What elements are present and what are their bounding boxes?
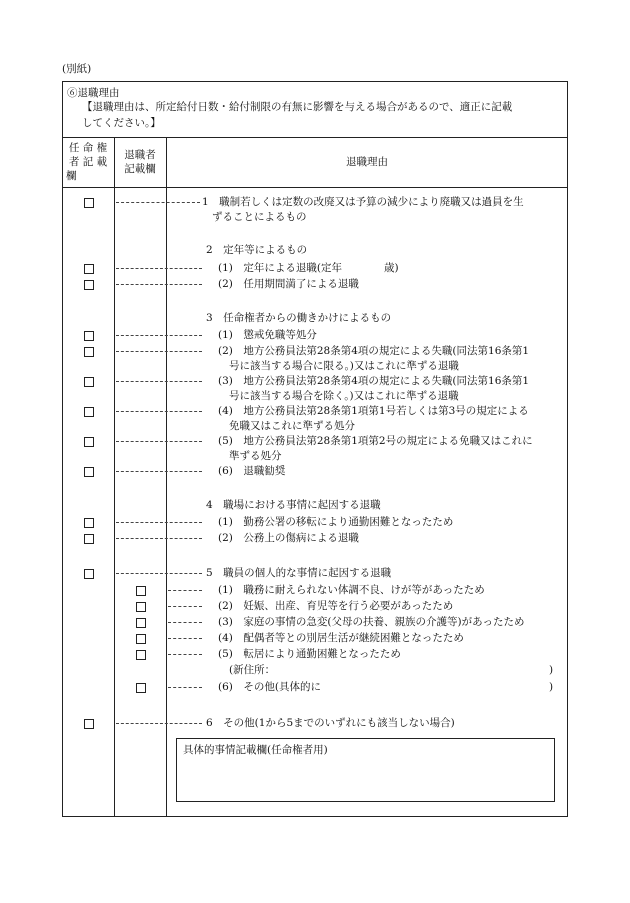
leader-line — [116, 381, 202, 382]
reason-5-6-checkbox[interactable] — [136, 683, 146, 693]
reason-5-1-text: (1) 職務に耐えられない体調不良、けが等があったため — [218, 584, 485, 596]
reason-3-4-text-line1: (4) 地方公務員法第28条第1項第1号若しくは第3号の規定による — [218, 405, 529, 417]
reason-5-checkbox[interactable] — [84, 569, 94, 579]
col1-header-line3: 欄 — [66, 170, 77, 182]
detail-box-label: 具体的事情記載欄(任命権者用) — [183, 744, 328, 756]
reason-4-heading: 4 職場における事情に起因する退職 — [206, 499, 381, 511]
leader-line — [116, 723, 202, 724]
reason-3-2-text-line1: (2) 地方公務員法第28条第4項の規定による失職(同法第16条第1 — [218, 345, 530, 357]
leader-line — [116, 441, 202, 442]
header-bottom-rule — [62, 187, 568, 188]
reason-5-6-text: (6) その他(具体的に — [218, 681, 321, 693]
reason-3-3-checkbox[interactable] — [84, 377, 94, 387]
form-frame — [62, 81, 568, 817]
reason-2-1-checkbox[interactable] — [84, 264, 94, 274]
leader-line — [116, 284, 202, 285]
reason-3-6-checkbox[interactable] — [84, 467, 94, 477]
reason-5-4-text: (4) 配偶者等との別居生活が継続困難となったため — [218, 632, 464, 644]
leader-line — [168, 590, 202, 591]
reason-5-2-checkbox[interactable] — [136, 602, 146, 612]
reason-5-2-text: (2) 妊娠、出産、育児等を行う必要があったため — [218, 600, 454, 612]
reason-6-checkbox[interactable] — [84, 719, 94, 729]
header-top-rule — [62, 137, 568, 138]
reason-5-6-close-paren: ) — [549, 681, 554, 693]
leader-line — [168, 687, 202, 688]
leader-line — [168, 606, 202, 607]
reason-5-3-text: (3) 家庭の事情の急変(父母の扶養、親族の介護等)があったため — [218, 616, 525, 628]
new-address-field[interactable] — [290, 660, 548, 676]
leader-line — [116, 522, 202, 523]
leader-line — [168, 622, 202, 623]
reason-5-heading: 5 職員の個人的な事情に起因する退職 — [206, 567, 392, 579]
other-reason-field[interactable] — [340, 677, 548, 693]
col1-header-line1: 任 命 権 — [68, 142, 108, 154]
reason-3-6-text: (6) 退職勧奨 — [218, 465, 286, 477]
reason-3-1-checkbox[interactable] — [84, 331, 94, 341]
reason-5-4-checkbox[interactable] — [136, 634, 146, 644]
reason-3-5-checkbox[interactable] — [84, 437, 94, 447]
reason-1-text-line2: ずることによるもの — [212, 211, 307, 223]
reason-2-1-text: (1) 定年による退職(定年 歳) — [218, 262, 399, 274]
col2-header-line1: 退職者 — [124, 149, 156, 161]
reason-5-5-text: (5) 転居により通勤困難となったため — [218, 648, 401, 660]
col1-header — [62, 141, 114, 183]
leader-line — [116, 573, 202, 574]
reason-2-2-text: (2) 任用期間満了による退職 — [218, 278, 359, 290]
reason-3-3-text-line1: (3) 地方公務員法第28条第4項の規定による失職(同法第16条第1 — [218, 375, 530, 387]
reason-3-2-checkbox[interactable] — [84, 347, 94, 357]
reason-3-heading: 3 任命権者からの働きかけによるもの — [206, 312, 392, 324]
leader-line — [168, 638, 202, 639]
new-address-label: (新住所： — [229, 664, 276, 676]
leader-line — [116, 202, 200, 203]
leader-line — [116, 471, 202, 472]
leader-line — [116, 351, 202, 352]
leader-line — [116, 268, 202, 269]
reason-5-3-checkbox[interactable] — [136, 618, 146, 628]
reason-3-4-checkbox[interactable] — [84, 407, 94, 417]
attachment-label: (別紙) — [62, 63, 92, 75]
leader-line — [168, 654, 202, 655]
col2-header — [114, 148, 166, 176]
reason-5-5-checkbox[interactable] — [136, 650, 146, 660]
reason-3-4-text-line2: 免職又はこれに準ずる処分 — [229, 420, 355, 432]
reason-3-3-text-line2: 号に該当する場合を除く。)又はこれに準ずる退職 — [229, 390, 459, 402]
reason-4-2-checkbox[interactable] — [84, 534, 94, 544]
new-address-close-paren: ) — [549, 664, 554, 676]
reason-4-1-text: (1) 勤務公署の移転により通勤困難となったため — [218, 516, 454, 528]
reason-3-1-text: (1) 懲戒免職等処分 — [218, 329, 317, 341]
reason-2-2-checkbox[interactable] — [84, 280, 94, 290]
reason-6-text: 6 その他(1から5までのいずれにも該当しない場合) — [206, 717, 455, 729]
column-divider-1 — [114, 137, 115, 817]
reason-3-5-text-line2: 準ずる処分 — [229, 450, 282, 462]
reason-4-1-checkbox[interactable] — [84, 518, 94, 528]
leader-line — [116, 335, 202, 336]
reason-1-checkbox[interactable] — [84, 198, 94, 208]
leader-line — [116, 538, 202, 539]
leader-line — [116, 411, 202, 412]
reason-2-heading: 2 定年等によるもの — [206, 244, 308, 256]
reason-3-2-text-line2: 号に該当する場合に限る。)又はこれに準ずる退職 — [229, 360, 459, 372]
col1-header-line2: 者 記 載 — [68, 156, 108, 168]
section-note-line2: してください。】 — [82, 117, 161, 129]
section-title: ⑥退職理由 — [67, 87, 120, 99]
col2-header-line2: 記載欄 — [124, 163, 156, 175]
section-note-line1: 【退職理由は、所定給付日数・給付制限の有無に影響を与える場合があるので、適正に記載 — [82, 101, 513, 113]
reason-4-2-text: (2) 公務上の傷病による退職 — [218, 532, 359, 544]
column-divider-2 — [166, 137, 167, 817]
col3-header: 退職理由 — [346, 156, 388, 168]
reason-1-text-line1: 1 職制若しくは定数の改廃又は予算の減少により廃職又は過員を生 — [202, 196, 524, 208]
reason-5-1-checkbox[interactable] — [136, 586, 146, 596]
reason-3-5-text-line1: (5) 地方公務員法第28条第1項第2号の規定による免職又はこれに — [218, 435, 533, 447]
